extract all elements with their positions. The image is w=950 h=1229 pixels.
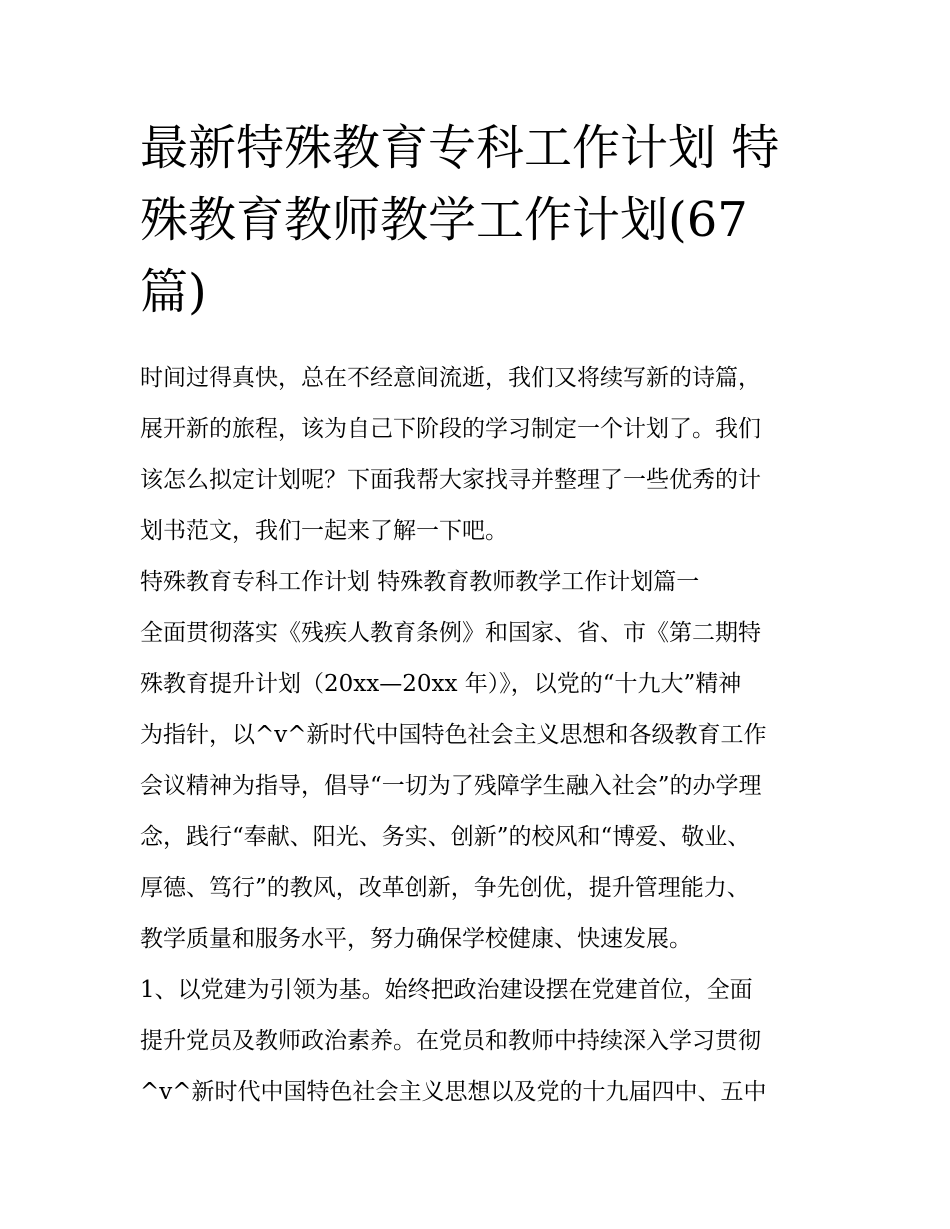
section-heading	[140, 557, 820, 608]
paragraph-1	[140, 608, 820, 965]
title-line-2: 殊教育教师教学工作计划(67	[140, 192, 748, 248]
title-line-1: 最新特殊教育专科工作计划 特	[140, 120, 780, 176]
intro-line-4: 划书范文，我们一起来了解一下吧。	[140, 518, 508, 544]
para2-line-2: 提升党员及教师政治素养。在党员和教师中持续深入学习贯彻	[140, 1028, 761, 1054]
para1-line-7: 教学质量和服务水平，努力确保学校健康、快速发展。	[140, 926, 692, 952]
para1-line-1: 全面贯彻落实《残疾人教育条例》和国家、省、市《第二期特	[140, 620, 761, 646]
intro-paragraph	[140, 353, 820, 557]
para1-line-3: 为指针，以^v^新时代中国特色社会主义思想和各级教育工作	[140, 722, 767, 748]
intro-line-1: 时间过得真快，总在不经意间流逝，我们又将续写新的诗篇，	[140, 365, 761, 391]
title-line-3: 篇)	[140, 264, 207, 320]
document-title	[140, 112, 820, 328]
section-heading-text: 特殊教育专科工作计划 特殊教育教师教学工作计划篇一	[140, 569, 700, 595]
para1-line-5: 念，践行“奉献、阳光、务实、创新”的校风和“博爱、敬业、	[140, 824, 751, 850]
para1-line-6: 厚德、笃行”的教风，改革创新，争先创优，提升管理能力、	[140, 875, 750, 901]
para2-line-3: ^v^新时代中国特色社会主义思想以及党的十九届四中、五中	[140, 1079, 767, 1105]
intro-line-2: 展开新的旅程，该为自己下阶段的学习制定一个计划了。我们	[140, 416, 761, 442]
paragraph-2	[140, 965, 820, 1118]
para1-line-2: 殊教育提升计划（20xx—20xx 年）》，以党的“十九大”精神	[140, 671, 742, 697]
para1-line-4: 会议精神为指导，倡导“一切为了残障学生融入社会”的办学理	[140, 773, 762, 799]
para2-line-1: 1、以党建为引领为基。始终把政治建设摆在党建首位，全面	[140, 977, 753, 1003]
intro-line-3: 该怎么拟定计划呢？下面我帮大家找寻并整理了一些优秀的计	[140, 467, 761, 493]
